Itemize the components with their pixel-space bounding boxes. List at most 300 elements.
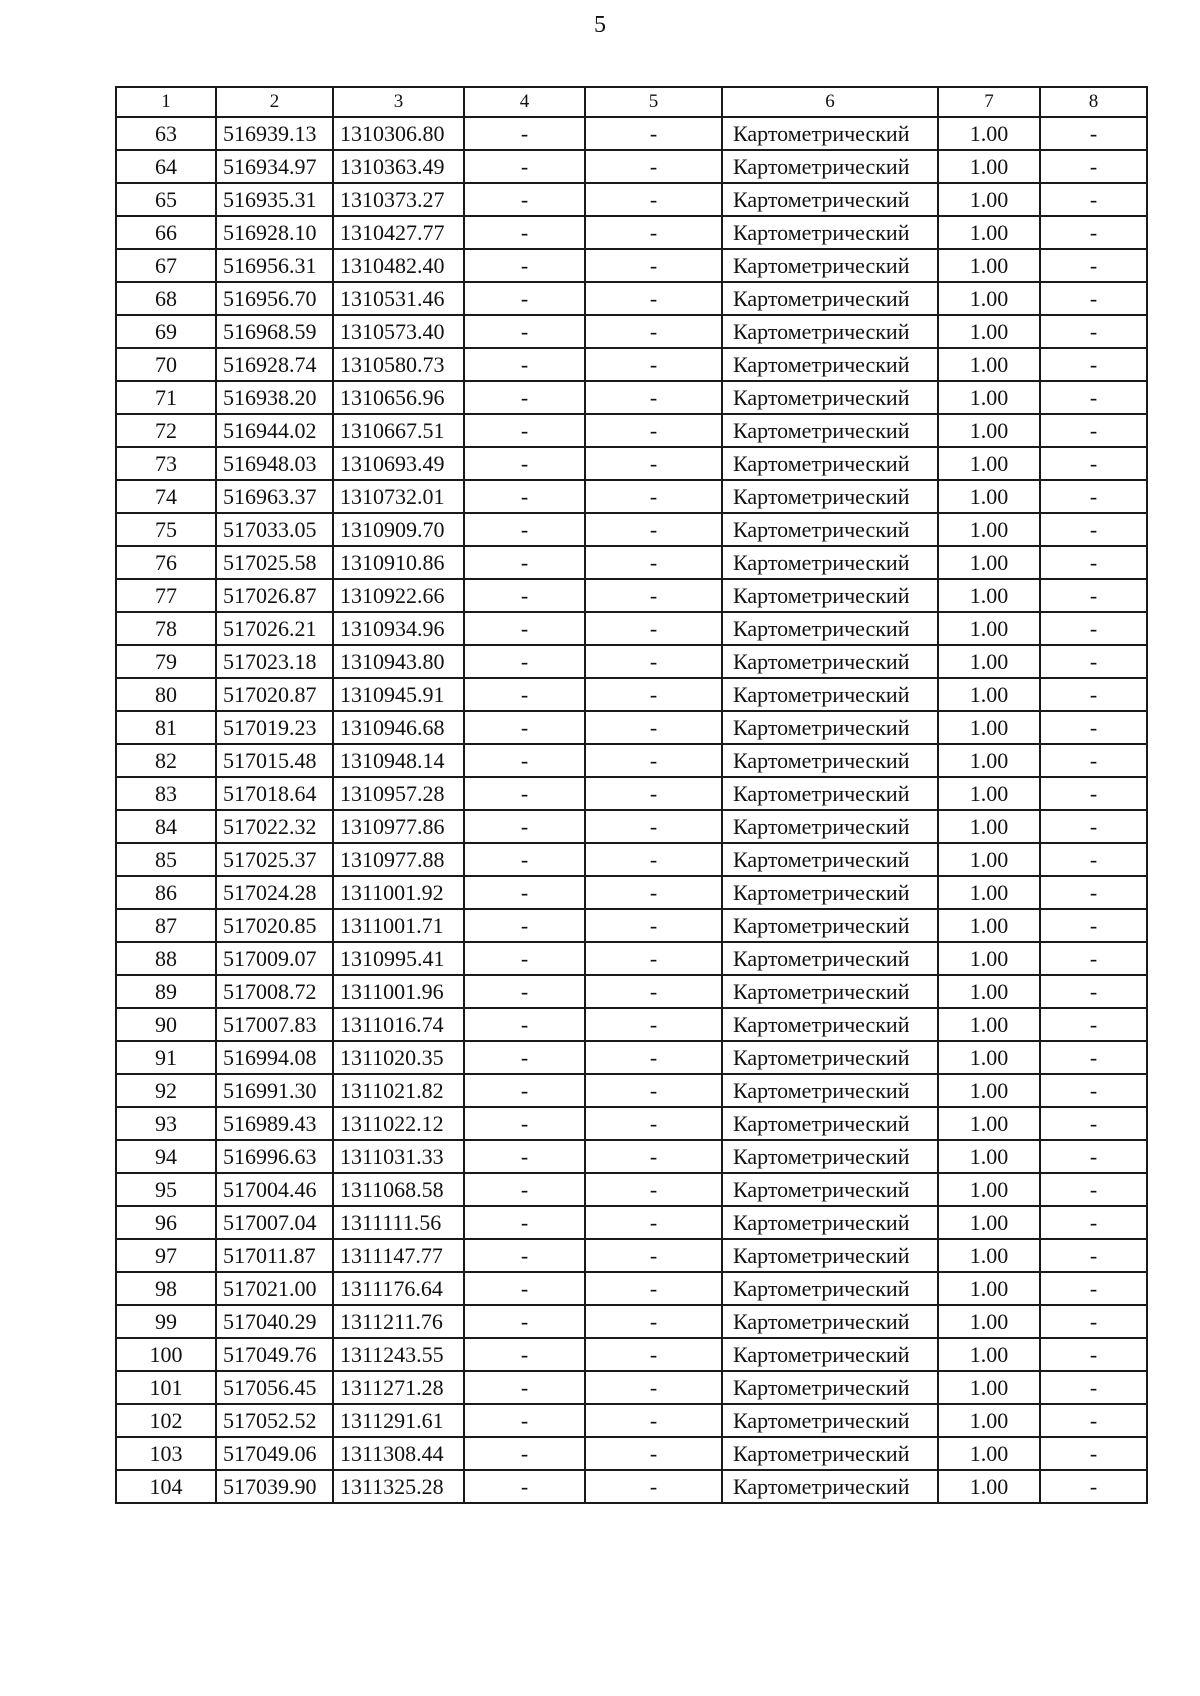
y-coordinate-cell: 1310573.40 bbox=[333, 315, 464, 348]
column-8-cell: - bbox=[1040, 1074, 1147, 1107]
y-coordinate-cell: 1311016.74 bbox=[333, 1008, 464, 1041]
accuracy-cell: 1.00 bbox=[938, 678, 1040, 711]
y-coordinate-cell: 1311243.55 bbox=[333, 1338, 464, 1371]
method-cell: Картометрический bbox=[722, 150, 938, 183]
point-number-cell: 68 bbox=[116, 282, 216, 315]
column-5-cell: - bbox=[585, 744, 722, 777]
method-cell: Картометрический bbox=[722, 315, 938, 348]
point-number-cell: 76 bbox=[116, 546, 216, 579]
point-number-cell: 86 bbox=[116, 876, 216, 909]
point-number-cell: 101 bbox=[116, 1371, 216, 1404]
table-row bbox=[116, 480, 1147, 513]
x-coordinate-cell: 517026.21 bbox=[216, 612, 333, 645]
accuracy-cell: 1.00 bbox=[938, 315, 1040, 348]
x-coordinate-cell: 517049.06 bbox=[216, 1437, 333, 1470]
table-row bbox=[116, 645, 1147, 678]
x-coordinate-cell: 516938.20 bbox=[216, 381, 333, 414]
y-coordinate-cell: 1310363.49 bbox=[333, 150, 464, 183]
x-coordinate-cell: 516956.70 bbox=[216, 282, 333, 315]
accuracy-cell: 1.00 bbox=[938, 150, 1040, 183]
column-header-5: 5 bbox=[585, 87, 722, 117]
column-8-cell: - bbox=[1040, 645, 1147, 678]
column-8-cell: - bbox=[1040, 843, 1147, 876]
column-4-cell: - bbox=[464, 1008, 585, 1041]
table-row bbox=[116, 1107, 1147, 1140]
y-coordinate-cell: 1310427.77 bbox=[333, 216, 464, 249]
y-coordinate-cell: 1311022.12 bbox=[333, 1107, 464, 1140]
method-cell: Картометрический bbox=[722, 1008, 938, 1041]
column-5-cell: - bbox=[585, 414, 722, 447]
x-coordinate-cell: 517023.18 bbox=[216, 645, 333, 678]
y-coordinate-cell: 1310531.46 bbox=[333, 282, 464, 315]
accuracy-cell: 1.00 bbox=[938, 843, 1040, 876]
accuracy-cell: 1.00 bbox=[938, 183, 1040, 216]
column-4-cell: - bbox=[464, 975, 585, 1008]
column-4-cell: - bbox=[464, 744, 585, 777]
column-5-cell: - bbox=[585, 1206, 722, 1239]
column-4-cell: - bbox=[464, 612, 585, 645]
column-4-cell: - bbox=[464, 678, 585, 711]
accuracy-cell: 1.00 bbox=[938, 381, 1040, 414]
x-coordinate-cell: 517026.87 bbox=[216, 579, 333, 612]
column-5-cell: - bbox=[585, 150, 722, 183]
method-cell: Картометрический bbox=[722, 282, 938, 315]
point-number-cell: 79 bbox=[116, 645, 216, 678]
column-8-cell: - bbox=[1040, 942, 1147, 975]
accuracy-cell: 1.00 bbox=[938, 249, 1040, 282]
column-8-cell: - bbox=[1040, 1470, 1147, 1503]
table-row bbox=[116, 315, 1147, 348]
table-row bbox=[116, 249, 1147, 282]
point-number-cell: 65 bbox=[116, 183, 216, 216]
x-coordinate-cell: 517021.00 bbox=[216, 1272, 333, 1305]
table-row bbox=[116, 1074, 1147, 1107]
column-4-cell: - bbox=[464, 315, 585, 348]
method-cell: Картометрический bbox=[722, 975, 938, 1008]
accuracy-cell: 1.00 bbox=[938, 1074, 1040, 1107]
point-number-cell: 67 bbox=[116, 249, 216, 282]
method-cell: Картометрический bbox=[722, 1272, 938, 1305]
point-number-cell: 88 bbox=[116, 942, 216, 975]
column-4-cell: - bbox=[464, 810, 585, 843]
column-4-cell: - bbox=[464, 381, 585, 414]
column-4-cell: - bbox=[464, 1338, 585, 1371]
column-4-cell: - bbox=[464, 1107, 585, 1140]
accuracy-cell: 1.00 bbox=[938, 1140, 1040, 1173]
x-coordinate-cell: 516934.97 bbox=[216, 150, 333, 183]
column-8-cell: - bbox=[1040, 1371, 1147, 1404]
method-cell: Картометрический bbox=[722, 1371, 938, 1404]
column-8-cell: - bbox=[1040, 117, 1147, 150]
table-row bbox=[116, 1470, 1147, 1503]
column-8-cell: - bbox=[1040, 513, 1147, 546]
column-4-cell: - bbox=[464, 546, 585, 579]
method-cell: Картометрический bbox=[722, 678, 938, 711]
column-5-cell: - bbox=[585, 1437, 722, 1470]
point-number-cell: 69 bbox=[116, 315, 216, 348]
column-4-cell: - bbox=[464, 447, 585, 480]
column-5-cell: - bbox=[585, 1173, 722, 1206]
method-cell: Картометрический bbox=[722, 1470, 938, 1503]
column-8-cell: - bbox=[1040, 381, 1147, 414]
y-coordinate-cell: 1310957.28 bbox=[333, 777, 464, 810]
point-number-cell: 95 bbox=[116, 1173, 216, 1206]
table-row bbox=[116, 1206, 1147, 1239]
y-coordinate-cell: 1311271.28 bbox=[333, 1371, 464, 1404]
y-coordinate-cell: 1310693.49 bbox=[333, 447, 464, 480]
header-row bbox=[116, 87, 1147, 117]
point-number-cell: 82 bbox=[116, 744, 216, 777]
column-4-cell: - bbox=[464, 1470, 585, 1503]
table-row bbox=[116, 909, 1147, 942]
y-coordinate-cell: 1310667.51 bbox=[333, 414, 464, 447]
column-5-cell: - bbox=[585, 1008, 722, 1041]
column-5-cell: - bbox=[585, 117, 722, 150]
column-8-cell: - bbox=[1040, 216, 1147, 249]
point-number-cell: 93 bbox=[116, 1107, 216, 1140]
y-coordinate-cell: 1311068.58 bbox=[333, 1173, 464, 1206]
column-8-cell: - bbox=[1040, 909, 1147, 942]
x-coordinate-cell: 517018.64 bbox=[216, 777, 333, 810]
point-number-cell: 85 bbox=[116, 843, 216, 876]
accuracy-cell: 1.00 bbox=[938, 711, 1040, 744]
point-number-cell: 81 bbox=[116, 711, 216, 744]
column-4-cell: - bbox=[464, 249, 585, 282]
column-5-cell: - bbox=[585, 1074, 722, 1107]
y-coordinate-cell: 1311291.61 bbox=[333, 1404, 464, 1437]
point-number-cell: 80 bbox=[116, 678, 216, 711]
column-8-cell: - bbox=[1040, 414, 1147, 447]
method-cell: Картометрический bbox=[722, 1305, 938, 1338]
accuracy-cell: 1.00 bbox=[938, 777, 1040, 810]
method-cell: Картометрический bbox=[722, 447, 938, 480]
y-coordinate-cell: 1310948.14 bbox=[333, 744, 464, 777]
method-cell: Картометрический bbox=[722, 414, 938, 447]
table-row bbox=[116, 744, 1147, 777]
column-5-cell: - bbox=[585, 711, 722, 744]
y-coordinate-cell: 1310977.86 bbox=[333, 810, 464, 843]
method-cell: Картометрический bbox=[722, 810, 938, 843]
y-coordinate-cell: 1310306.80 bbox=[333, 117, 464, 150]
page-number: 5 bbox=[594, 12, 606, 38]
method-cell: Картометрический bbox=[722, 744, 938, 777]
x-coordinate-cell: 517007.83 bbox=[216, 1008, 333, 1041]
y-coordinate-cell: 1311111.56 bbox=[333, 1206, 464, 1239]
point-number-cell: 63 bbox=[116, 117, 216, 150]
column-8-cell: - bbox=[1040, 579, 1147, 612]
y-coordinate-cell: 1310946.68 bbox=[333, 711, 464, 744]
table-row bbox=[116, 1305, 1147, 1338]
accuracy-cell: 1.00 bbox=[938, 1206, 1040, 1239]
method-cell: Картометрический bbox=[722, 480, 938, 513]
x-coordinate-cell: 517020.85 bbox=[216, 909, 333, 942]
y-coordinate-cell: 1311001.71 bbox=[333, 909, 464, 942]
method-cell: Картометрический bbox=[722, 876, 938, 909]
point-number-cell: 104 bbox=[116, 1470, 216, 1503]
table-header bbox=[116, 87, 1147, 117]
y-coordinate-cell: 1310732.01 bbox=[333, 480, 464, 513]
x-coordinate-cell: 517024.28 bbox=[216, 876, 333, 909]
column-5-cell: - bbox=[585, 381, 722, 414]
method-cell: Картометрический bbox=[722, 1206, 938, 1239]
table-row bbox=[116, 975, 1147, 1008]
point-number-cell: 97 bbox=[116, 1239, 216, 1272]
column-header-8: 8 bbox=[1040, 87, 1147, 117]
y-coordinate-cell: 1311020.35 bbox=[333, 1041, 464, 1074]
column-4-cell: - bbox=[464, 942, 585, 975]
x-coordinate-cell: 516939.13 bbox=[216, 117, 333, 150]
accuracy-cell: 1.00 bbox=[938, 1173, 1040, 1206]
column-5-cell: - bbox=[585, 645, 722, 678]
accuracy-cell: 1.00 bbox=[938, 1371, 1040, 1404]
method-cell: Картометрический bbox=[722, 1404, 938, 1437]
accuracy-cell: 1.00 bbox=[938, 1239, 1040, 1272]
point-number-cell: 100 bbox=[116, 1338, 216, 1371]
column-5-cell: - bbox=[585, 1140, 722, 1173]
x-coordinate-cell: 516948.03 bbox=[216, 447, 333, 480]
point-number-cell: 74 bbox=[116, 480, 216, 513]
method-cell: Картометрический bbox=[722, 612, 938, 645]
column-8-cell: - bbox=[1040, 678, 1147, 711]
column-4-cell: - bbox=[464, 414, 585, 447]
point-number-cell: 96 bbox=[116, 1206, 216, 1239]
accuracy-cell: 1.00 bbox=[938, 876, 1040, 909]
method-cell: Картометрический bbox=[722, 579, 938, 612]
column-5-cell: - bbox=[585, 579, 722, 612]
column-4-cell: - bbox=[464, 645, 585, 678]
method-cell: Картометрический bbox=[722, 216, 938, 249]
column-5-cell: - bbox=[585, 1404, 722, 1437]
column-5-cell: - bbox=[585, 876, 722, 909]
point-number-cell: 90 bbox=[116, 1008, 216, 1041]
table-row bbox=[116, 546, 1147, 579]
accuracy-cell: 1.00 bbox=[938, 348, 1040, 381]
coordinates-table bbox=[115, 86, 1148, 1504]
accuracy-cell: 1.00 bbox=[938, 117, 1040, 150]
column-8-cell: - bbox=[1040, 1206, 1147, 1239]
column-8-cell: - bbox=[1040, 546, 1147, 579]
column-4-cell: - bbox=[464, 876, 585, 909]
table-row bbox=[116, 810, 1147, 843]
y-coordinate-cell: 1310934.96 bbox=[333, 612, 464, 645]
table-body bbox=[116, 117, 1147, 1503]
point-number-cell: 72 bbox=[116, 414, 216, 447]
accuracy-cell: 1.00 bbox=[938, 1107, 1040, 1140]
point-number-cell: 77 bbox=[116, 579, 216, 612]
column-4-cell: - bbox=[464, 1074, 585, 1107]
y-coordinate-cell: 1311147.77 bbox=[333, 1239, 464, 1272]
method-cell: Картометрический bbox=[722, 1239, 938, 1272]
method-cell: Картометрический bbox=[722, 513, 938, 546]
y-coordinate-cell: 1311001.92 bbox=[333, 876, 464, 909]
x-coordinate-cell: 517015.48 bbox=[216, 744, 333, 777]
column-5-cell: - bbox=[585, 678, 722, 711]
x-coordinate-cell: 517011.87 bbox=[216, 1239, 333, 1272]
column-8-cell: - bbox=[1040, 1404, 1147, 1437]
accuracy-cell: 1.00 bbox=[938, 1041, 1040, 1074]
column-8-cell: - bbox=[1040, 1239, 1147, 1272]
column-header-7: 7 bbox=[938, 87, 1040, 117]
column-4-cell: - bbox=[464, 1041, 585, 1074]
column-8-cell: - bbox=[1040, 1173, 1147, 1206]
x-coordinate-cell: 517039.90 bbox=[216, 1470, 333, 1503]
y-coordinate-cell: 1310922.66 bbox=[333, 579, 464, 612]
x-coordinate-cell: 517033.05 bbox=[216, 513, 333, 546]
accuracy-cell: 1.00 bbox=[938, 1437, 1040, 1470]
column-8-cell: - bbox=[1040, 150, 1147, 183]
y-coordinate-cell: 1310945.91 bbox=[333, 678, 464, 711]
column-8-cell: - bbox=[1040, 975, 1147, 1008]
x-coordinate-cell: 517019.23 bbox=[216, 711, 333, 744]
column-8-cell: - bbox=[1040, 1305, 1147, 1338]
x-coordinate-cell: 517025.58 bbox=[216, 546, 333, 579]
column-4-cell: - bbox=[464, 1239, 585, 1272]
column-8-cell: - bbox=[1040, 348, 1147, 381]
point-number-cell: 70 bbox=[116, 348, 216, 381]
column-header-6: 6 bbox=[722, 87, 938, 117]
table-row bbox=[116, 513, 1147, 546]
table-row bbox=[116, 1338, 1147, 1371]
y-coordinate-cell: 1310910.86 bbox=[333, 546, 464, 579]
point-number-cell: 94 bbox=[116, 1140, 216, 1173]
point-number-cell: 71 bbox=[116, 381, 216, 414]
method-cell: Картометрический bbox=[722, 1173, 938, 1206]
point-number-cell: 73 bbox=[116, 447, 216, 480]
column-5-cell: - bbox=[585, 1107, 722, 1140]
x-coordinate-cell: 516963.37 bbox=[216, 480, 333, 513]
column-5-cell: - bbox=[585, 282, 722, 315]
x-coordinate-cell: 517040.29 bbox=[216, 1305, 333, 1338]
point-number-cell: 84 bbox=[116, 810, 216, 843]
column-4-cell: - bbox=[464, 1404, 585, 1437]
point-number-cell: 99 bbox=[116, 1305, 216, 1338]
x-coordinate-cell: 517056.45 bbox=[216, 1371, 333, 1404]
column-4-cell: - bbox=[464, 117, 585, 150]
table-row bbox=[116, 150, 1147, 183]
column-8-cell: - bbox=[1040, 711, 1147, 744]
table-row bbox=[116, 1008, 1147, 1041]
table-row bbox=[116, 1041, 1147, 1074]
column-5-cell: - bbox=[585, 909, 722, 942]
method-cell: Картометрический bbox=[722, 711, 938, 744]
column-5-cell: - bbox=[585, 315, 722, 348]
accuracy-cell: 1.00 bbox=[938, 810, 1040, 843]
column-8-cell: - bbox=[1040, 480, 1147, 513]
point-number-cell: 89 bbox=[116, 975, 216, 1008]
point-number-cell: 66 bbox=[116, 216, 216, 249]
column-8-cell: - bbox=[1040, 876, 1147, 909]
table-row bbox=[116, 612, 1147, 645]
method-cell: Картометрический bbox=[722, 348, 938, 381]
method-cell: Картометрический bbox=[722, 843, 938, 876]
table-row bbox=[116, 777, 1147, 810]
table-row bbox=[116, 216, 1147, 249]
accuracy-cell: 1.00 bbox=[938, 1305, 1040, 1338]
x-coordinate-cell: 517049.76 bbox=[216, 1338, 333, 1371]
y-coordinate-cell: 1310482.40 bbox=[333, 249, 464, 282]
column-8-cell: - bbox=[1040, 1338, 1147, 1371]
x-coordinate-cell: 516956.31 bbox=[216, 249, 333, 282]
y-coordinate-cell: 1310909.70 bbox=[333, 513, 464, 546]
column-header-2: 2 bbox=[216, 87, 333, 117]
point-number-cell: 103 bbox=[116, 1437, 216, 1470]
point-number-cell: 83 bbox=[116, 777, 216, 810]
column-8-cell: - bbox=[1040, 744, 1147, 777]
point-number-cell: 64 bbox=[116, 150, 216, 183]
table-row bbox=[116, 678, 1147, 711]
accuracy-cell: 1.00 bbox=[938, 579, 1040, 612]
column-8-cell: - bbox=[1040, 612, 1147, 645]
y-coordinate-cell: 1310995.41 bbox=[333, 942, 464, 975]
column-8-cell: - bbox=[1040, 1437, 1147, 1470]
table-row bbox=[116, 282, 1147, 315]
method-cell: Картометрический bbox=[722, 1107, 938, 1140]
point-number-cell: 87 bbox=[116, 909, 216, 942]
x-coordinate-cell: 517007.04 bbox=[216, 1206, 333, 1239]
column-4-cell: - bbox=[464, 1437, 585, 1470]
column-4-cell: - bbox=[464, 1305, 585, 1338]
y-coordinate-cell: 1310373.27 bbox=[333, 183, 464, 216]
accuracy-cell: 1.00 bbox=[938, 1338, 1040, 1371]
table-row bbox=[116, 942, 1147, 975]
x-coordinate-cell: 517009.07 bbox=[216, 942, 333, 975]
accuracy-cell: 1.00 bbox=[938, 1008, 1040, 1041]
column-8-cell: - bbox=[1040, 777, 1147, 810]
method-cell: Картометрический bbox=[722, 1074, 938, 1107]
table-row bbox=[116, 1404, 1147, 1437]
x-coordinate-cell: 517022.32 bbox=[216, 810, 333, 843]
y-coordinate-cell: 1310977.88 bbox=[333, 843, 464, 876]
accuracy-cell: 1.00 bbox=[938, 909, 1040, 942]
y-coordinate-cell: 1310656.96 bbox=[333, 381, 464, 414]
point-number-cell: 78 bbox=[116, 612, 216, 645]
column-header-1: 1 bbox=[116, 87, 216, 117]
table-row bbox=[116, 1173, 1147, 1206]
x-coordinate-cell: 517020.87 bbox=[216, 678, 333, 711]
column-5-cell: - bbox=[585, 612, 722, 645]
column-5-cell: - bbox=[585, 975, 722, 1008]
accuracy-cell: 1.00 bbox=[938, 1404, 1040, 1437]
column-5-cell: - bbox=[585, 348, 722, 381]
column-8-cell: - bbox=[1040, 315, 1147, 348]
x-coordinate-cell: 516989.43 bbox=[216, 1107, 333, 1140]
method-cell: Картометрический bbox=[722, 546, 938, 579]
table-row bbox=[116, 447, 1147, 480]
point-number-cell: 91 bbox=[116, 1041, 216, 1074]
table-row bbox=[116, 579, 1147, 612]
method-cell: Картометрический bbox=[722, 909, 938, 942]
x-coordinate-cell: 516928.10 bbox=[216, 216, 333, 249]
column-5-cell: - bbox=[585, 216, 722, 249]
point-number-cell: 75 bbox=[116, 513, 216, 546]
x-coordinate-cell: 516968.59 bbox=[216, 315, 333, 348]
column-5-cell: - bbox=[585, 810, 722, 843]
accuracy-cell: 1.00 bbox=[938, 414, 1040, 447]
method-cell: Картометрический bbox=[722, 249, 938, 282]
method-cell: Картометрический bbox=[722, 1437, 938, 1470]
x-coordinate-cell: 517052.52 bbox=[216, 1404, 333, 1437]
table-row bbox=[116, 117, 1147, 150]
y-coordinate-cell: 1311031.33 bbox=[333, 1140, 464, 1173]
accuracy-cell: 1.00 bbox=[938, 645, 1040, 678]
column-4-cell: - bbox=[464, 579, 585, 612]
column-4-cell: - bbox=[464, 513, 585, 546]
column-8-cell: - bbox=[1040, 1008, 1147, 1041]
y-coordinate-cell: 1311325.28 bbox=[333, 1470, 464, 1503]
method-cell: Картометрический bbox=[722, 1140, 938, 1173]
column-5-cell: - bbox=[585, 1470, 722, 1503]
column-4-cell: - bbox=[464, 216, 585, 249]
